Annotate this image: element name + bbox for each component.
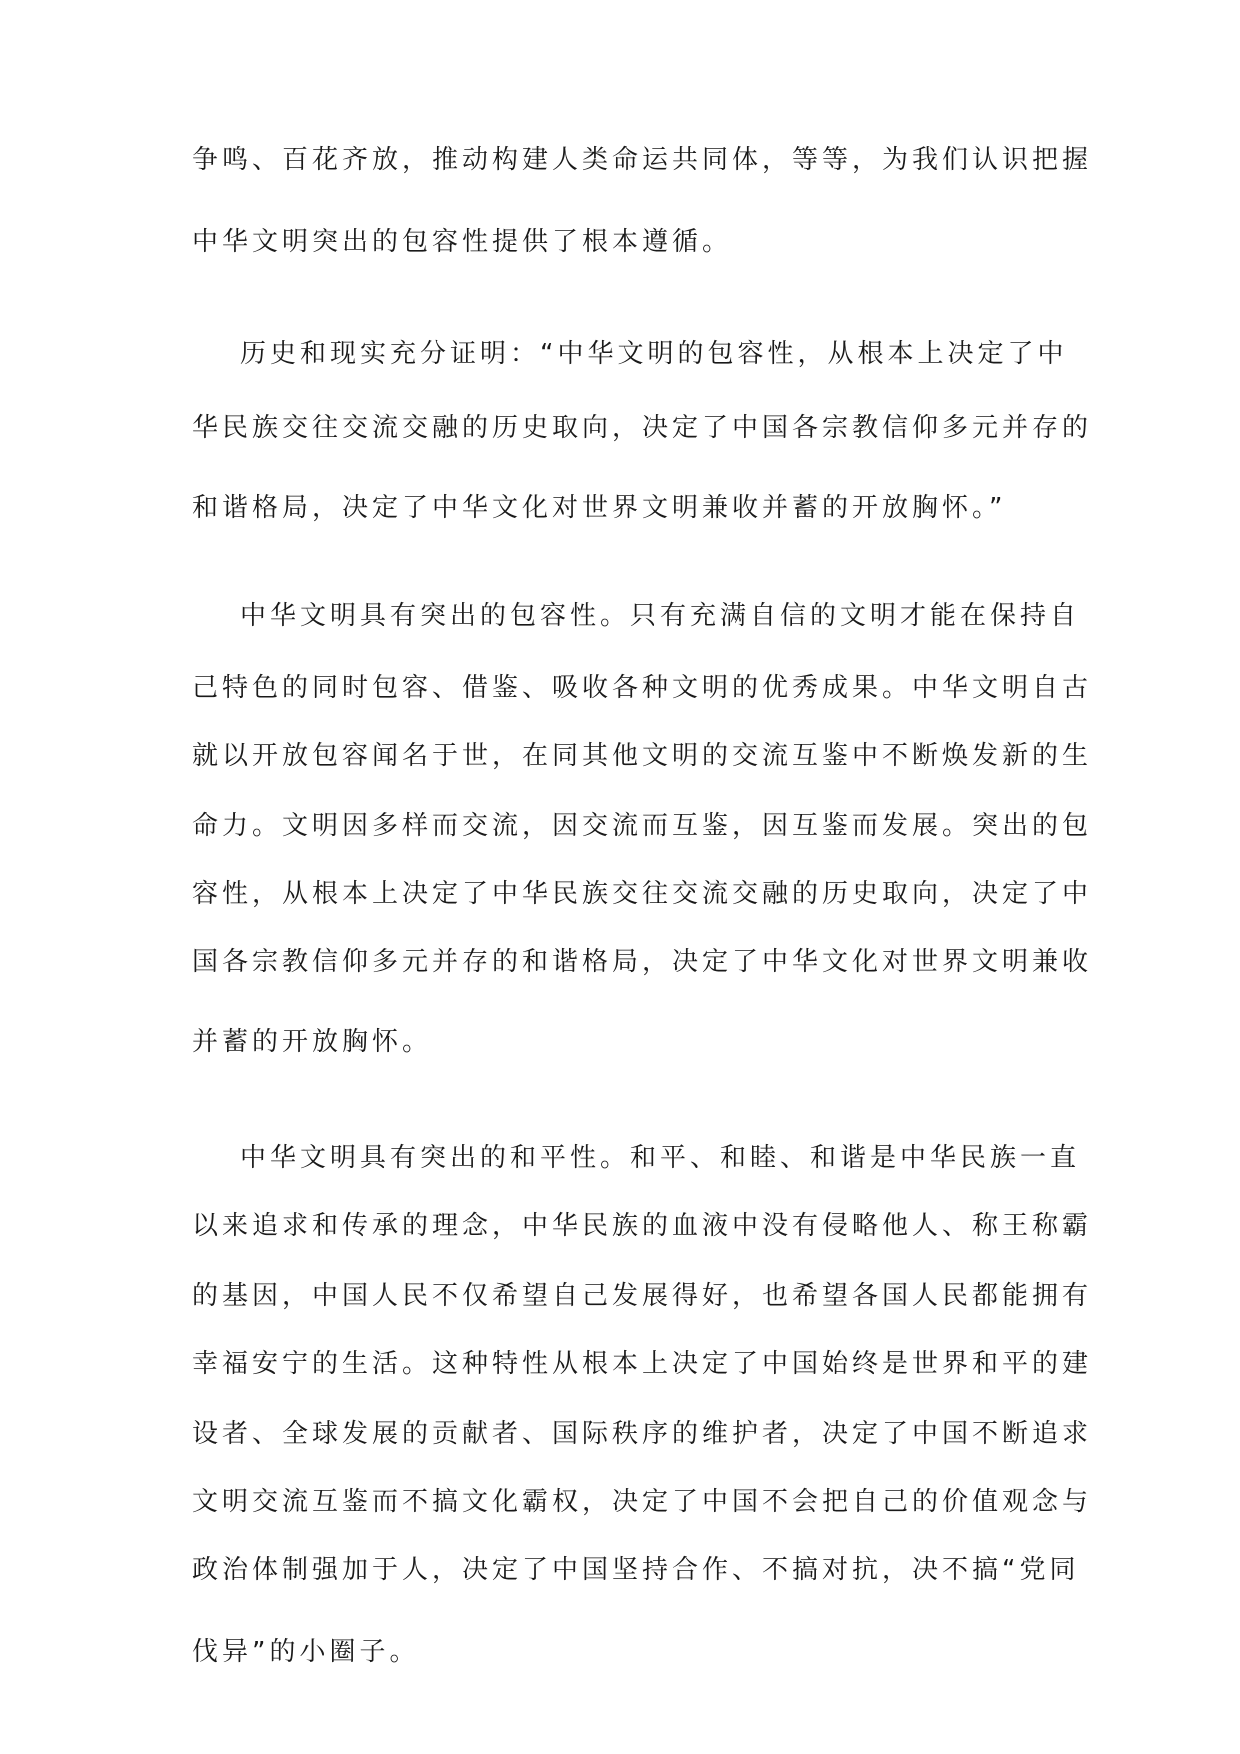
text-line: 争鸣、百花齐放，推动构建人类命运共同体，等等，为我们认识把握 bbox=[192, 145, 1093, 175]
text-line: 以来追求和传承的理念，中华民族的血液中没有侵略他人、称王称霸 bbox=[192, 1211, 1093, 1241]
text-line: 的基因，中国人民不仅希望自己发展得好，也希望各国人民都能拥有 bbox=[192, 1281, 1093, 1311]
text-line: 设者、全球发展的贡献者、国际秩序的维护者，决定了中国不断追求 bbox=[192, 1419, 1093, 1449]
text-line: 和谐格局，决定了中华文化对世界文明兼收并蓄的开放胸怀。” bbox=[192, 493, 1007, 523]
text-line: 中华文明具有突出的和平性。和平、和睦、和谐是中华民族一直 bbox=[240, 1143, 1081, 1173]
text-line: 历史和现实充分证明：“中华文明的包容性，从根本上决定了中 bbox=[240, 339, 1068, 369]
text-line: 伐异”的小圈子。 bbox=[192, 1637, 420, 1667]
text-line: 华民族交往交流交融的历史取向，决定了中国各宗教信仰多元并存的 bbox=[192, 413, 1093, 443]
text-line: 中华文明具有突出的包容性。只有充满自信的文明才能在保持自 bbox=[240, 601, 1081, 631]
text-line: 文明交流互鉴而不搞文化霸权，决定了中国不会把自己的价值观念与 bbox=[192, 1487, 1093, 1517]
text-line: 己特色的同时包容、借鉴、吸收各种文明的优秀成果。中华文明自古 bbox=[192, 673, 1093, 703]
text-line: 命力。文明因多样而交流，因交流而互鉴，因互鉴而发展。突出的包 bbox=[192, 811, 1093, 841]
text-line: 容性，从根本上决定了中华民族交往交流交融的历史取向，决定了中 bbox=[192, 879, 1093, 909]
text-line: 就以开放包容闻名于世，在同其他文明的交流互鉴中不断焕发新的生 bbox=[192, 741, 1093, 771]
text-line: 幸福安宁的生活。这种特性从根本上决定了中国始终是世界和平的建 bbox=[192, 1349, 1093, 1379]
text-line: 并蓄的开放胸怀。 bbox=[192, 1027, 433, 1057]
text-line: 国各宗教信仰多元并存的和谐格局，决定了中华文化对世界文明兼收 bbox=[192, 947, 1093, 977]
text-line: 中华文明突出的包容性提供了根本遵循。 bbox=[192, 227, 733, 257]
text-line: 政治体制强加于人，决定了中国坚持合作、不搞对抗，决不搞“党同 bbox=[192, 1555, 1080, 1585]
